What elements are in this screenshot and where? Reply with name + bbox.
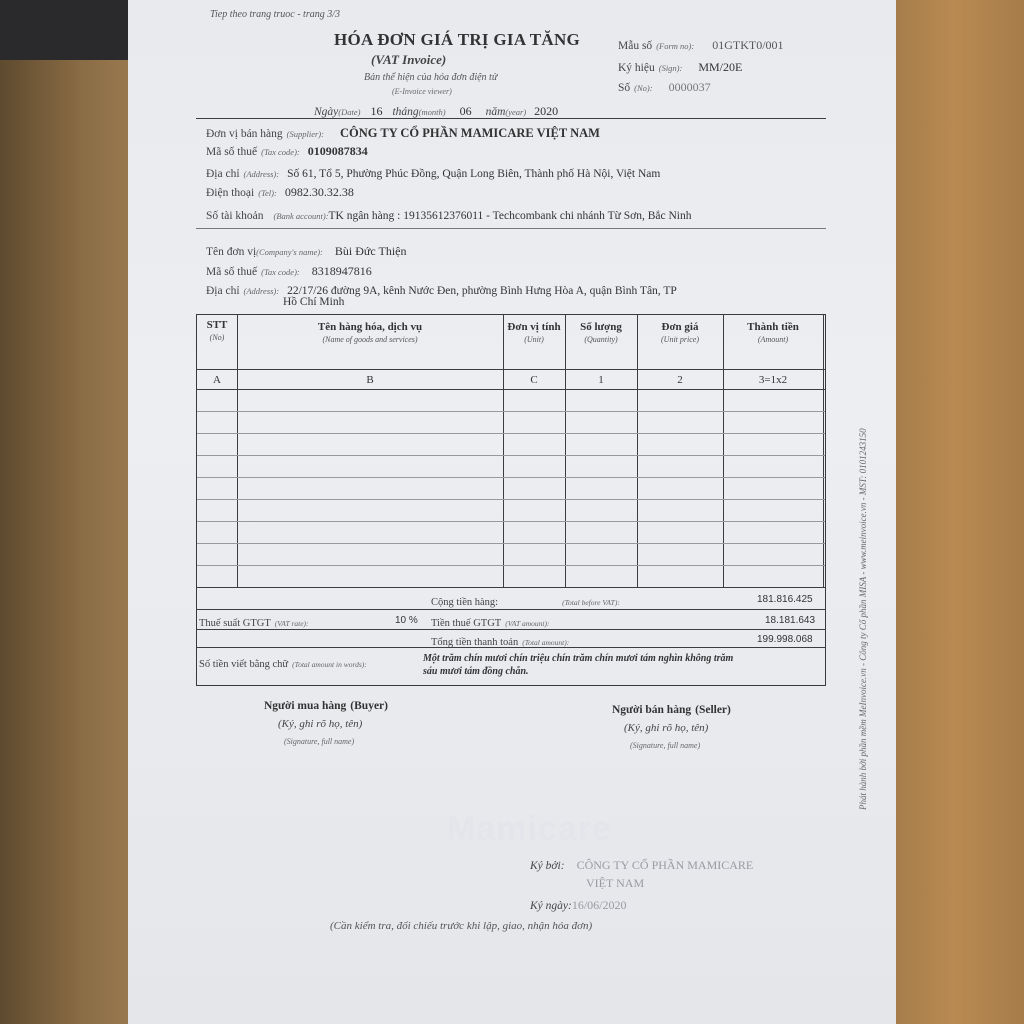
total-amount-label: Tổng tiền thanh toán (Total amount): xyxy=(431,637,570,648)
buyer-company-row: Tên đơn vị(Company's name): Bùi Đức Thiện xyxy=(206,244,407,258)
buyer-address-line2: Hồ Chí Minh xyxy=(283,296,345,308)
supplier-name-row: Đơn vị bán hàng (Supplier): CÔNG TY CỔ PHẦN MAMICARE VIỆT NAM xyxy=(206,126,600,140)
seller-sign-note: (Ký, ghi rõ họ, tên) xyxy=(624,722,709,734)
continuation-note: Tiep theo trang truoc - trang 3/3 xyxy=(210,9,340,20)
invoice-number: Số (No): 0000037 xyxy=(618,80,711,94)
desk-left xyxy=(0,0,135,1024)
header-amount: Thành tiền (Amount) xyxy=(747,321,799,344)
supplier-tax-row: Mã số thuế (Tax code): 0109087834 xyxy=(206,144,368,158)
viewer-note-en: (E-Invoice viewer) xyxy=(392,87,452,96)
key-2: 2 xyxy=(677,374,683,386)
supplier-phone-row: Điện thoại (Tel): 0982.30.32.38 xyxy=(206,185,354,199)
invoice-title: HÓA ĐƠN GIÁ TRỊ GIA TĂNG xyxy=(334,30,581,49)
words-label: Số tiền viết bằng chữ (Total amount in words): xyxy=(199,659,367,670)
viewer-note: Bản thể hiện của hóa đơn điện tử xyxy=(364,72,498,83)
buyer-name: Bùi Đức Thiện xyxy=(334,244,407,258)
divider-top xyxy=(196,118,826,119)
invoice-subtitle: (VAT Invoice) xyxy=(371,52,447,67)
total-amount: 199.998.068 xyxy=(757,634,813,645)
amount-in-words: Một trăm chín mươi chín triệu chín trăm chín mươi tám nghìn không trăm sáu mươi tám đồng chẵn. xyxy=(423,653,734,677)
key-a: A xyxy=(213,374,221,386)
signed-by-line2: VIỆT NAM xyxy=(586,876,645,890)
vat-rate-label: Thuế suất GTGT (VAT rate): xyxy=(199,618,309,629)
form-no: Mẫu số (Form no): 01GTKT0/001 xyxy=(618,38,784,52)
buyer-signature-title: Người mua hàng (Buyer) xyxy=(264,700,388,712)
supplier-bank-row: Số tài khoản (Bank account):TK ngân hàng : 19135612376011 - Techcombank chi nhánh Từ Sơn, Bắc Ninh xyxy=(206,210,692,222)
buyer-address-row: Địa chỉ (Address): 22/17/26 đường 9A, kênh Nước Đen, phường Bình Hưng Hòa A, quận Bình Tân, TP xyxy=(206,285,677,297)
seller-signature-title: Người bán hàng (Seller) xyxy=(612,704,731,716)
buyer-sign-note-en: (Signature, full name) xyxy=(284,737,355,746)
header-unit-price: Đơn giá (Unit price) xyxy=(661,321,699,344)
total-before-vat-label: Cộng tiền hàng: (Total before VAT): xyxy=(431,597,620,608)
buyer-tax-row: Mã số thuế (Tax code): 8318947816 xyxy=(206,264,372,278)
key-c: C xyxy=(530,374,538,386)
invoice-paper xyxy=(128,0,896,1024)
key-1: 1 xyxy=(598,374,604,386)
key-3: 3=1x2 xyxy=(758,374,788,386)
header-unit: Đơn vị tính (Unit) xyxy=(507,321,561,344)
buyer-sign-note: (Ký, ghi rõ họ, tên) xyxy=(278,718,363,730)
vat-amount: 18.181.643 xyxy=(765,615,816,626)
header-stt: STT (No) xyxy=(206,319,228,342)
check-note: (Cần kiểm tra, đối chiếu trước khi lập, giao, nhận hóa đơn) xyxy=(330,920,593,932)
signed-date: Ký ngày:16/06/2020 xyxy=(530,898,627,912)
desk-right xyxy=(884,0,1024,1024)
vat-rate: 10 % xyxy=(395,615,418,626)
key-b: B xyxy=(366,374,374,386)
header-goods: Tên hàng hóa, dịch vụ (Name of goods and services) xyxy=(317,321,423,344)
signed-by: Ký bởi: CÔNG TY CỔ PHẦN MAMICARE xyxy=(530,858,754,872)
seller-sign-note-en: (Signature, full name) xyxy=(630,741,701,750)
supplier-address-row: Địa chỉ (Address): Số 61, Tổ 5, Phường Phúc Đồng, Quận Long Biên, Thành phố Hà Nội, Việt Nam xyxy=(206,168,661,180)
divider-mid xyxy=(196,228,826,229)
supplier-name: CÔNG TY CỔ PHẦN MAMICARE VIỆT NAM xyxy=(339,126,600,140)
vat-amount-label: Tiền thuế GTGT (VAT amount): xyxy=(431,618,550,629)
total-before-vat: 181.816.425 xyxy=(757,594,813,605)
software-side-note: Phát hành bởi phần mềm MeInvoice.vn - Công ty Cổ phần MISA - www.meinvoice.vn - MST: 0101243150 xyxy=(858,428,868,810)
header-quantity: Số lượng (Quantity) xyxy=(580,321,622,344)
invoice-date: Ngày(Date) 16 tháng(month) 06 năm(year) 2020 xyxy=(314,104,559,118)
mamicare-watermark: Mamicare xyxy=(447,810,612,848)
sign-code: Ký hiệu (Sign): MM/20E xyxy=(618,60,743,74)
